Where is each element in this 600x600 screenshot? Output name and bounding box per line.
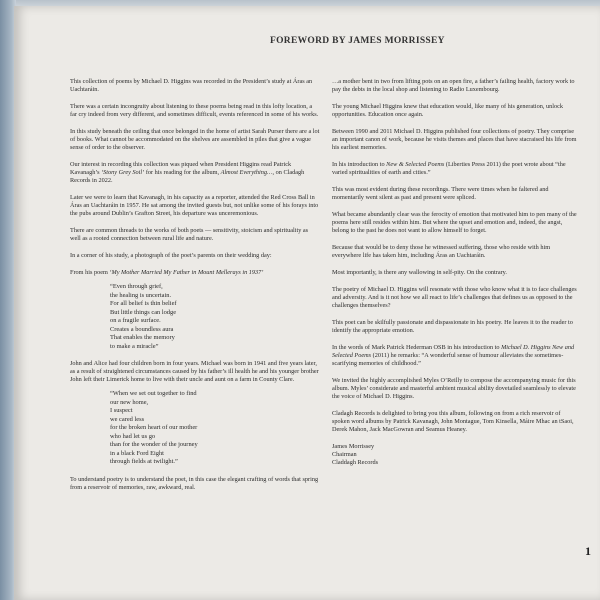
poem-line: in a black Ford Eight <box>110 449 164 457</box>
paragraph: Between 1990 and 2011 Michael D. Higgins published four collections of poetry. They comprise an important canon of work, because he visits themes and places that have stacraised his life from his earliest memories. <box>332 128 577 151</box>
text-span: From his poem <box>70 269 110 276</box>
poem-line: for the broken heart of our mother <box>110 424 198 431</box>
paragraph <box>70 161 320 185</box>
paragraph: In a corner of his study, a photograph of the poet’s parents on their wedding day: <box>70 252 272 259</box>
poem-line: to make a miracle” <box>110 342 159 350</box>
paragraph: This poet can be skilfully passionate and dispassionate in his poetry. He leaves it to the reader to identify the appropriate emotion. <box>332 319 573 334</box>
book-title-italic: Michael D. Higgins New and Selected Poems <box>332 344 575 359</box>
title-italic: ‘Stony Grey Soil’ <box>101 169 145 176</box>
paragraph: Most importantly, is there any wallowing in self-pity. On the contrary. <box>332 269 507 276</box>
paragraph: There was a certain incongruity about listening to these poems being read in this lofty location, a far cry indeed from very different, and sometimes difficult, events referenced in some of his works. <box>70 103 319 118</box>
paragraph: What became abundantly clear was the ferocity of emotion that motivated him to pen many of the poems here still resides within him. But where the upset and emotion and, indeed, the angst, belong to the past he does not want to allow himself to forget. <box>332 211 577 234</box>
poem-quote <box>70 390 320 467</box>
paragraph: Because that would be to deny those he witnessed suffering, those who reside with him everywhere life has taken him, including Áras an Uachtaráin. <box>332 244 551 259</box>
paragraph: We invited the highly accomplished Myles O’Reilly to compose the accompanying music for this album. Myles’ considerate and masterful ambient musical ability dovetailed seamlessly to elevate the voice of Michael D. Higgins. <box>332 377 576 400</box>
text-span: , on Cladagh Records in 2022. <box>70 169 305 184</box>
poem-line: the healing is uncertain. <box>110 291 172 299</box>
album-title-italic: Almost Everything… <box>220 169 273 176</box>
text-span: for his reading for the album, <box>144 169 221 176</box>
paragraph <box>332 344 578 368</box>
signature-role: Chairman <box>332 451 357 458</box>
poem-line: on a fragile surface. <box>110 317 161 324</box>
text-span: Our interest in recording this collection was piqued when President Higgins read Patrick Kavanagh’s <box>70 161 292 176</box>
page-title: FOREWORD BY JAMES MORRISSEY <box>270 36 445 46</box>
text-span: In the words of Mark Patrick Hederman OSB in his introduction to <box>332 344 502 351</box>
right-column <box>332 78 578 467</box>
paragraph: This was most evident during these recordings. There were times when he faltered and momentarily went silent as past and present were spliced. <box>332 186 549 201</box>
left-column <box>70 78 320 501</box>
paragraph: …a mother bent in two from lifting pots on an open fire, a father’s failing health, factory work to pay the debts in the local shop and listening to Radio Luxembourg. <box>332 78 575 93</box>
text-span: (2011) he remarks: “A wonderful sense of humour alleviates the sometimes-scarifying memories of childhood.” <box>332 352 564 367</box>
paragraph: In this study beneath the ceiling that once belonged in the home of artist Sarah Purser there are a lot of books. What cannot be accommodated on the shelves are assembled in piles that give a vague sense of order to the observer. <box>70 128 320 151</box>
paragraph: Later we were to learn that Kavanagh, in his capacity as a reporter, attended the Red Cross Ball in Áras an Uachtaráin in 1957. He sat among the invited guests but, not unlike some of his forays into the pubs around Dublin’s Grafton Street, his departure was unceremonious. <box>70 194 319 217</box>
poem-quote <box>70 283 320 351</box>
poem-line: For all belief is thin belief <box>110 300 177 307</box>
paragraph: John and Alice had four children born in four years. Michael was born in 1941 and five years later, as a result of straightened circumstances caused by his father’s ill health he and his younger brother John left their Limerick home to live with their uncle and aunt on a farm in County Clare. <box>70 360 319 383</box>
paragraph <box>70 269 320 277</box>
text-span: In his introduction to <box>332 161 387 168</box>
booklet-page <box>14 6 600 600</box>
poem-line: our new home, <box>110 398 149 406</box>
page-number: 1 <box>585 544 591 558</box>
paragraph: The young Michael Higgins knew that education would, like many of his generation, unlock opportunities. Education once again. <box>332 103 564 118</box>
signature-name: James Morrissey <box>332 443 375 450</box>
text-span: (Liberties Press 2011) the poet wrote about “the varied spiritualities of earth and cities.” <box>332 161 566 176</box>
paragraph: This collection of poems by Michael D. Higgins was recorded in the President’s study at Áras an Uachtaráin. <box>70 78 313 93</box>
poem-line: Creates a boundless aura <box>110 325 174 333</box>
poem-line: But little things can lodge <box>110 308 177 316</box>
book-title-italic: New & Selected Poems <box>386 161 445 168</box>
poem-line: who had let us go <box>110 432 156 440</box>
poem-line: I suspect <box>110 407 133 414</box>
poem-line: than for the wonder of the journey <box>110 441 198 448</box>
poem-line: we cared less <box>110 415 145 423</box>
poem-line: “Even through grief, <box>110 283 163 290</box>
signature-org: Claddagh Records <box>332 459 378 466</box>
paragraph: Cladagh Records is delighted to bring you this album, following on from a rich reservoir of spoken word albums by Patrick Kavanagh, John Montague, Tom Kinsella, Máire Mhac an tSaoi, Derek Mahon, Jack MacGowran and Seamus Heaney. <box>332 410 574 433</box>
paragraph: To understand poetry is to understand the poet, in this case the elegant crafting of words that spring from a reservoir of memories, raw, awkward, real. <box>70 475 319 491</box>
poem-line: That enables the memory <box>110 334 175 341</box>
signature-block <box>332 443 578 467</box>
poem-line: through fields at twilight.” <box>110 458 178 465</box>
paragraph <box>332 161 578 177</box>
poem-title-italic: ‘My Mother Married My Father in Mount Mellerays in 1937’ <box>109 269 264 276</box>
poem-line: “When we set out together to find <box>110 390 197 397</box>
paragraph: There are common threads to the works of both poets — sensitivity, stoicism and spirituality as well as a rooted connection between rural life and nature. <box>70 227 309 242</box>
paragraph: The poetry of Michael D. Higgins will resonate with those who know what it is to face challenges and adversity. And is it not how we all react to life’s challenges that defines us as opposed to the challenges themselves? <box>332 286 577 309</box>
